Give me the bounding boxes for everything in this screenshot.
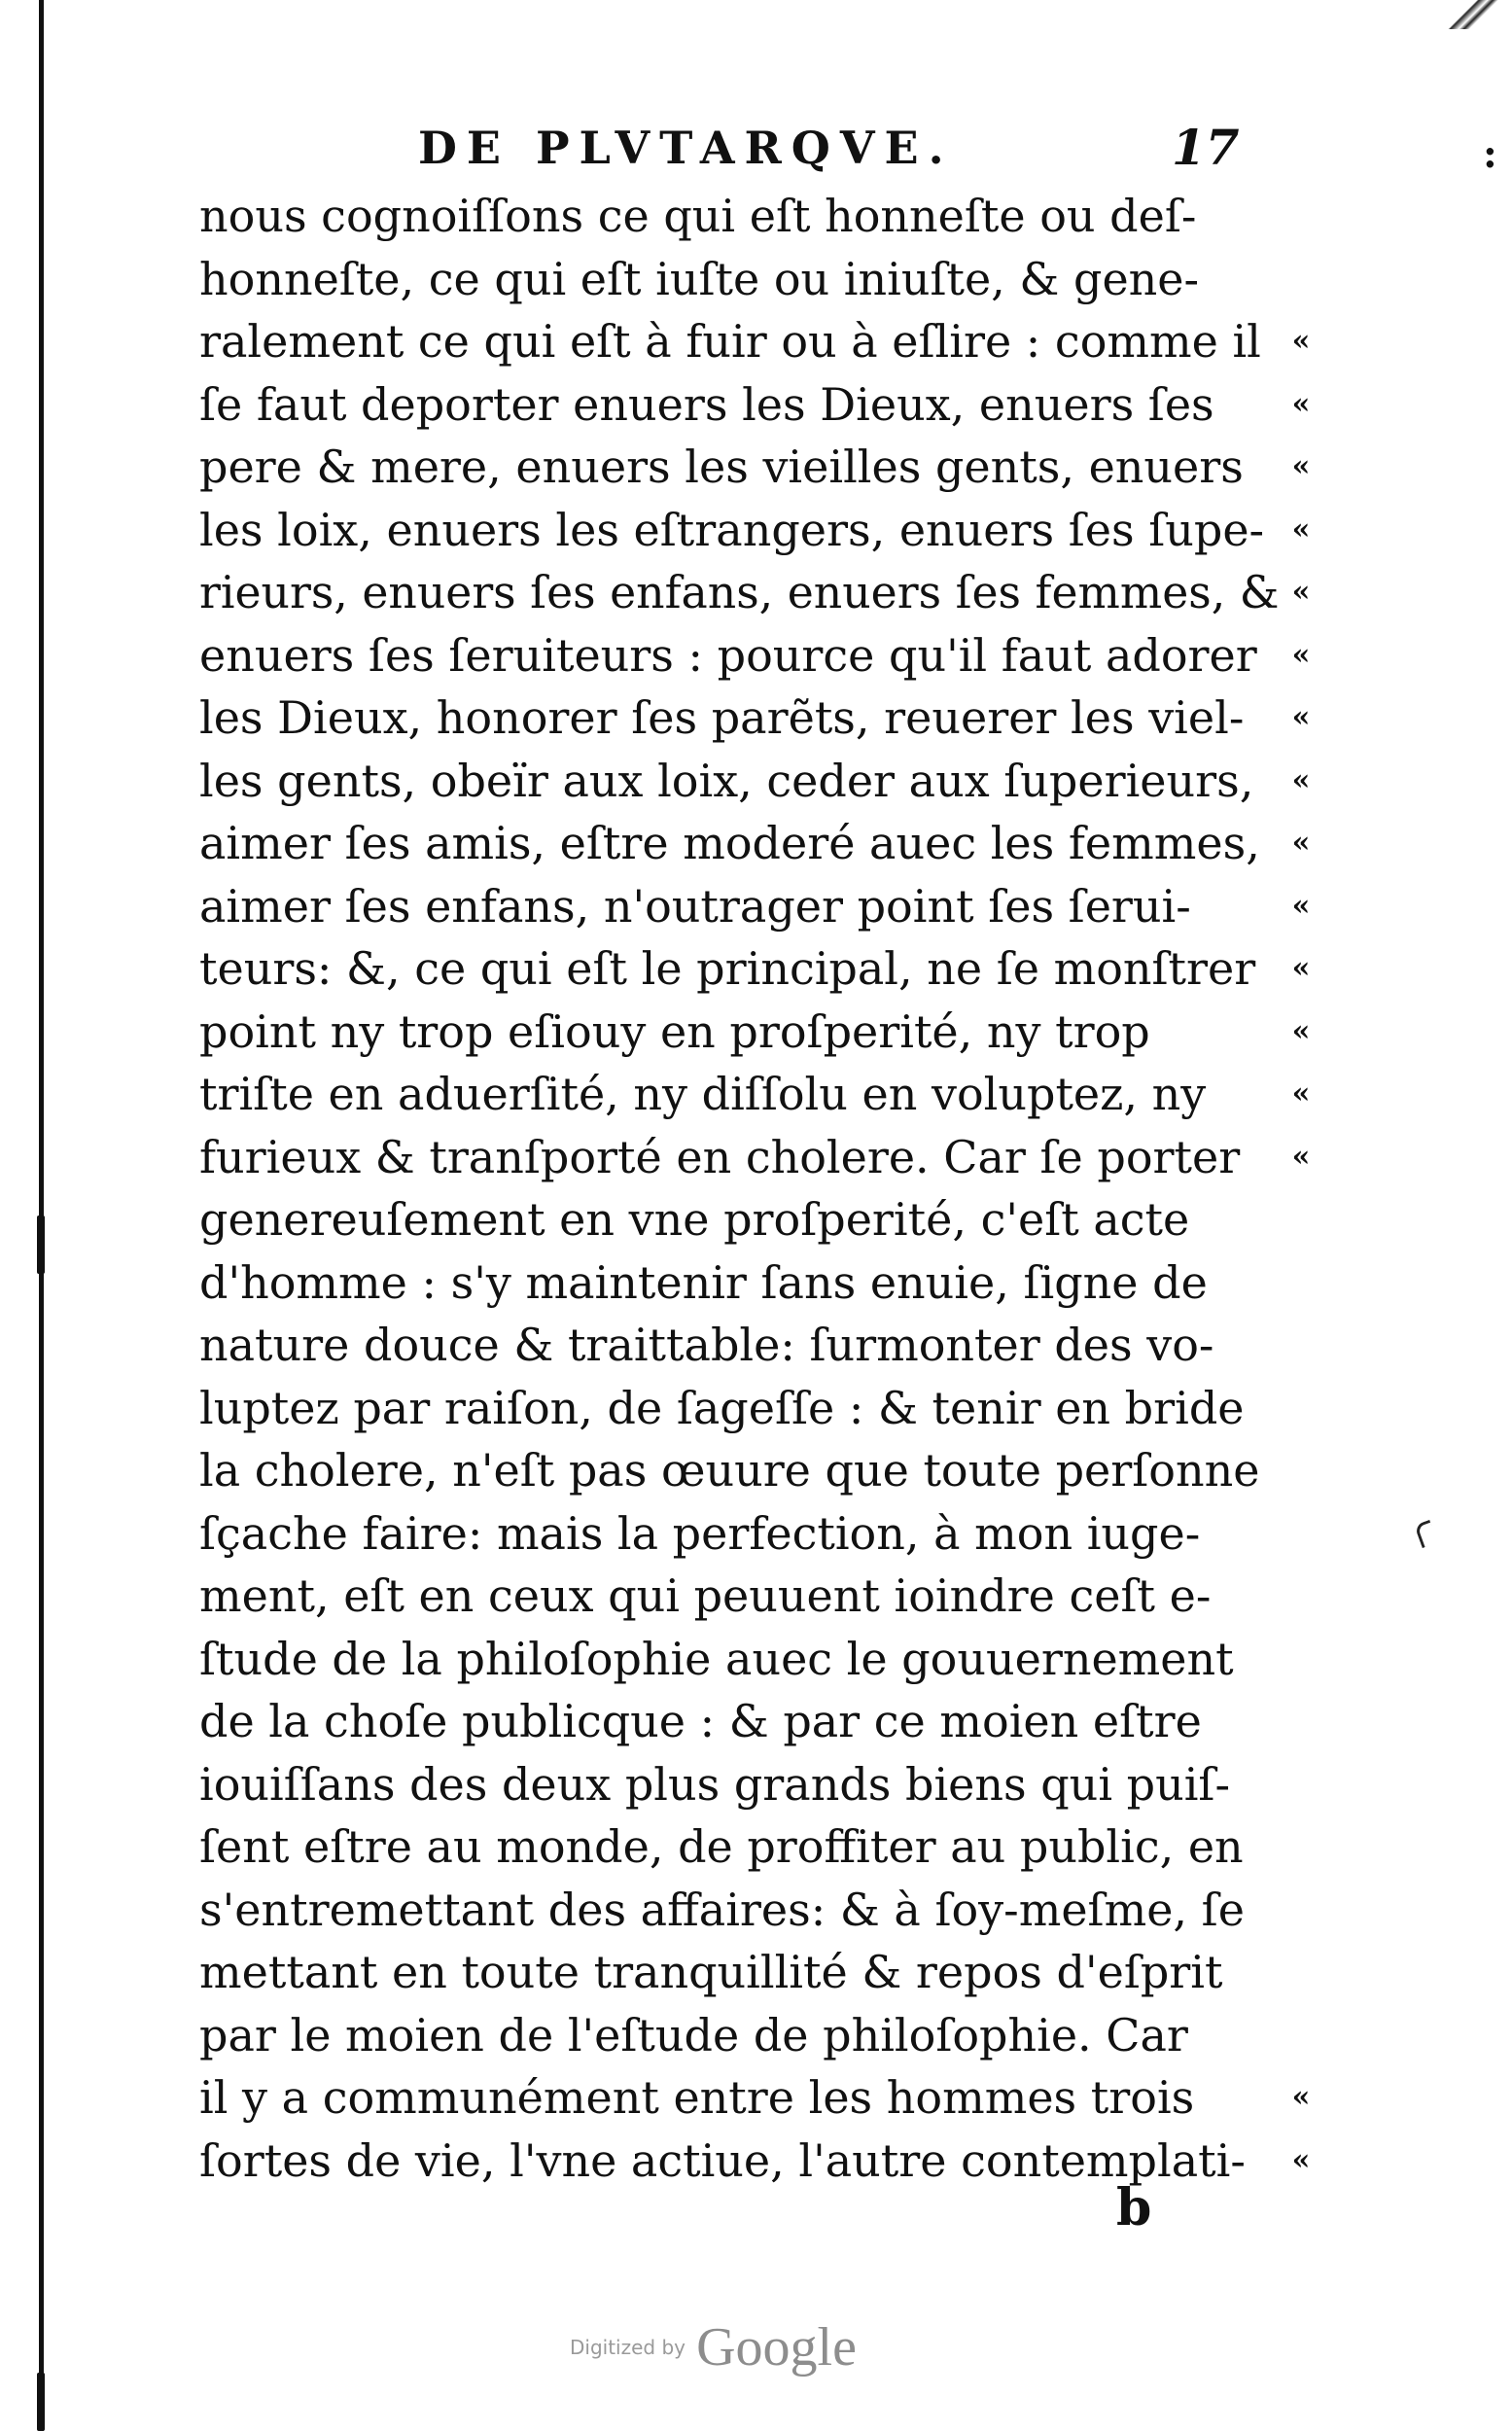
text-line: rieurs, enuers ſes enfans, enuers ſes femmes, & [199, 566, 1280, 618]
text-line: ſtude de la philoſophie auec le gouuernement [199, 1632, 1234, 1685]
quote-mark: « [1291, 575, 1311, 609]
quote-mark: « [1291, 449, 1311, 483]
gutter-blot [37, 1216, 45, 1274]
text-line: de la choſe publicque : & par ce moien eſtre [199, 1695, 1202, 1747]
text-line: ment, eſt en ceux qui peuuent ioindre ceſt e- [199, 1569, 1212, 1622]
text-line: genereuſement en vne proſperité, c'eſt acte [199, 1193, 1190, 1246]
text-line: mettant en toute tranquillité & repos d'eſprit [199, 1946, 1223, 1998]
text-line: furieux & tranſporté en cholere. Car ſe porter [199, 1130, 1241, 1183]
corner-smudge [1434, 0, 1512, 29]
stray-ink-mark [1414, 1520, 1438, 1548]
quote-mark [1282, 1188, 1320, 1251]
running-head: DE PLVTARQVE. [418, 122, 954, 174]
quote-mark: « [1291, 637, 1311, 672]
quote-mark [1282, 1879, 1320, 1942]
quote-mark: « [1291, 1139, 1311, 1174]
text-line: aimer ſes amis, eſtre moderé auec les femmes, [199, 817, 1260, 869]
text-line: triſte en aduerſité, ny diſſolu en voluptez, ny [199, 1068, 1207, 1120]
text-line: iouiſſans des deux plus grands biens qui puiſ- [199, 1757, 1230, 1811]
text-line: d'homme : s'y maintenir ſans enuie, ſigne de [199, 1255, 1208, 1309]
quote-mark: « [1291, 1013, 1311, 1048]
text-line: ſçache faire: mais la perfection, à mon iuge- [199, 1506, 1201, 1560]
text-line: par le moien de l'eſtude de philoſophie. Car [199, 2008, 1188, 2061]
quotation-margin [1282, 185, 1320, 2192]
text-line: nous cognoiſſons ce qui eſt honneſte ou deſ- [199, 190, 1197, 242]
text-line: point ny trop eſiouy en proſperité, ny trop [199, 1004, 1150, 1058]
text-line: ſortes de vie, l'vne actiue, l'autre contemplati- [199, 2133, 1246, 2187]
edge-mark: : [1483, 131, 1497, 177]
text-line: les loix, enuers les eſtrangers, enuers ſes ſupe- [199, 503, 1265, 556]
text-line: teurs: &, ce qui eſt le principal, ne ſe monſtrer [199, 942, 1256, 995]
text-line: s'entremettant des affaires: & à ſoy-meſme, ſe [199, 1883, 1245, 1936]
quote-mark: « [1291, 951, 1311, 985]
quote-mark [1282, 1377, 1320, 1440]
quote-mark [1282, 1690, 1320, 1753]
text-line: honneſte, ce qui eſt iuſte ou iniuſte, & gene- [199, 252, 1200, 305]
text-line: pere & mere, enuers les vieilles gents, enuers [199, 440, 1244, 493]
text-line: aimer ſes enfans, n'outrager point ſes ſerui- [199, 879, 1191, 933]
quote-mark: « [1291, 324, 1311, 358]
quote-mark [1282, 185, 1320, 248]
quote-mark [1282, 1753, 1320, 1816]
quote-mark [1282, 1941, 1320, 2004]
gutter-blot [37, 2373, 45, 2431]
quote-mark: « [1291, 511, 1311, 546]
digitized-watermark [570, 2316, 959, 2378]
digitized-label: Digitized by [570, 2336, 686, 2359]
quote-mark [1282, 1565, 1320, 1628]
quote-mark [1282, 1628, 1320, 1691]
quote-mark: « [1291, 762, 1311, 797]
quote-mark [1282, 248, 1320, 311]
quote-mark: « [1291, 1076, 1311, 1110]
text-line: les gents, obeïr aux loix, ceder aux ſuperieurs, [199, 754, 1254, 807]
text-line: enuers ſes ſeruiteurs : pource qu'il faut adorer [199, 628, 1257, 682]
quote-mark [1282, 1502, 1320, 1566]
quote-mark [1282, 1251, 1320, 1315]
quote-mark: « [1291, 2080, 1311, 2114]
text-line: il y a communément entre les hommes trois [199, 2071, 1195, 2124]
text-line: luptez par raiſon, de ſageſſe : & tenir en bride [199, 1381, 1245, 1434]
text-line: la cholere, n'eſt pas œuure que toute perſonne [199, 1444, 1260, 1497]
digitized-brand: Google [696, 2317, 857, 2378]
text-line: ſent eſtre au monde, de proffiter au public, en [199, 1820, 1244, 1873]
quote-mark: « [1291, 700, 1311, 734]
folio-number: 17 [1172, 119, 1240, 176]
quote-mark: « [1291, 826, 1311, 860]
text-line: les Dieux, honorer ſes parẽts, reuerer les viel- [199, 691, 1245, 744]
quote-mark [1282, 1815, 1320, 1879]
body-text [199, 185, 1279, 2192]
text-line: ralement ce qui eſt à fuir ou à eſlire : comme il [199, 315, 1261, 368]
quote-mark: « [1291, 2142, 1311, 2177]
quote-mark [1282, 1439, 1320, 1502]
text-line: nature douce & traittable: ſurmonter des vo- [199, 1319, 1214, 1371]
quote-mark: « [1291, 386, 1311, 421]
quote-mark [1282, 1314, 1320, 1377]
quote-mark: « [1291, 888, 1311, 923]
signature-mark: b [1116, 2178, 1152, 2237]
quote-mark [1282, 2004, 1320, 2067]
text-line: ſe faut deporter enuers les Dieux, enuers ſes [199, 377, 1214, 431]
